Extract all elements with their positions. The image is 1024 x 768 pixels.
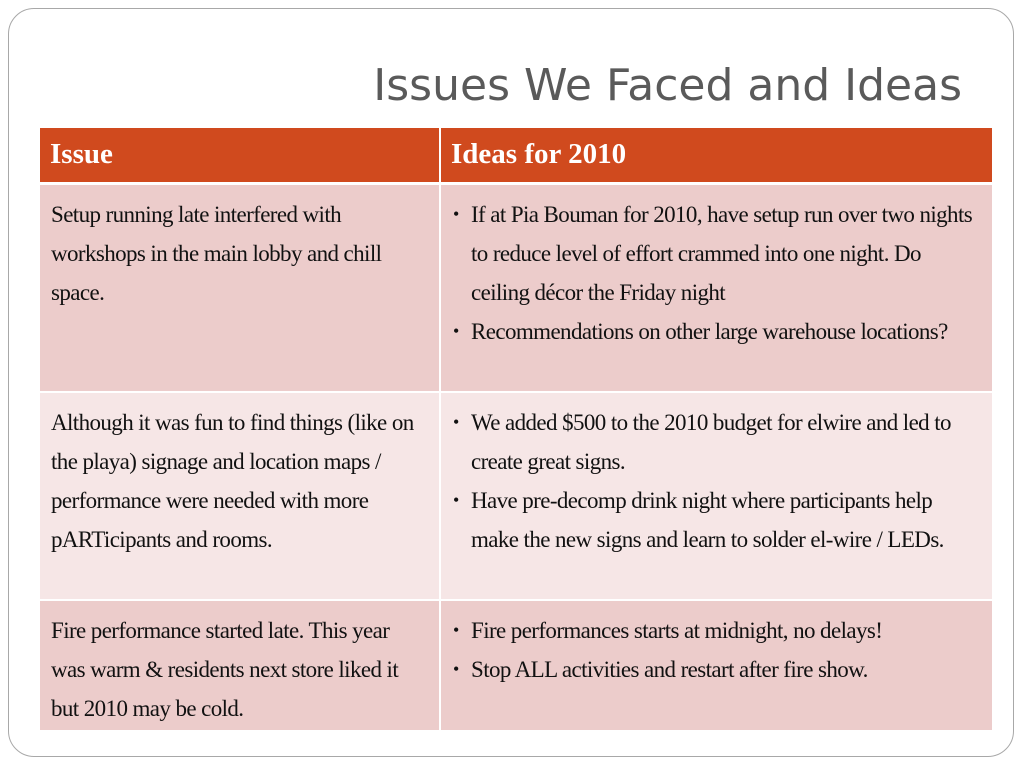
header-issue: Issue: [40, 128, 440, 183]
ideas-cell: [440, 600, 992, 730]
idea-text: Fire performances starts at midnight, no delays!: [471, 618, 883, 643]
idea-text: Recommendations on other large warehouse locations?: [471, 318, 948, 344]
idea-item: [451, 650, 984, 689]
table-row: [40, 392, 992, 600]
idea-text: Stop ALL activities and restart after fire show.: [471, 657, 868, 682]
table-row: [40, 600, 992, 730]
bullet-icon: •: [453, 620, 459, 640]
table-row: [40, 183, 992, 392]
bullet-icon: •: [453, 203, 459, 224]
ideas-list: [451, 403, 984, 559]
idea-text: We added $500 to the 2010 budget for elwire and led to create great signs.: [471, 410, 951, 474]
issue-cell: Fire performance started late. This year was warm & residents next store liked it but 2010 may be cold.: [40, 600, 440, 730]
idea-item: [451, 312, 984, 351]
table-header-row: [40, 128, 992, 183]
idea-text: Have pre-decomp drink night where participants help make the new signs and learn to solder el-wire / LEDs.: [471, 488, 944, 552]
slide-title: Issues We Faced and Ideas: [373, 60, 962, 111]
bullet-icon: •: [453, 320, 459, 341]
idea-text: If at Pia Bouman for 2010, have setup run over two nights to reduce level of effort crammed into one night. Do ceiling décor the Friday night: [471, 201, 973, 305]
ideas-cell: [440, 183, 992, 392]
issue-cell: Setup running late interfered with workshops in the main lobby and chill space.: [40, 183, 440, 392]
ideas-list: [451, 195, 984, 351]
issues-table: [40, 128, 992, 730]
ideas-list: [451, 611, 984, 689]
issue-cell: Although it was fun to find things (like on the playa) signage and location maps / performance were needed with more pARTicipants and rooms.: [40, 392, 440, 600]
idea-item: [451, 481, 984, 559]
idea-item: [451, 611, 984, 650]
bullet-icon: •: [453, 490, 459, 510]
bullet-icon: •: [453, 659, 459, 679]
bullet-icon: •: [453, 412, 459, 432]
header-ideas: Ideas for 2010: [440, 128, 992, 183]
ideas-cell: [440, 392, 992, 600]
idea-item: [451, 195, 984, 312]
idea-item: [451, 403, 984, 481]
